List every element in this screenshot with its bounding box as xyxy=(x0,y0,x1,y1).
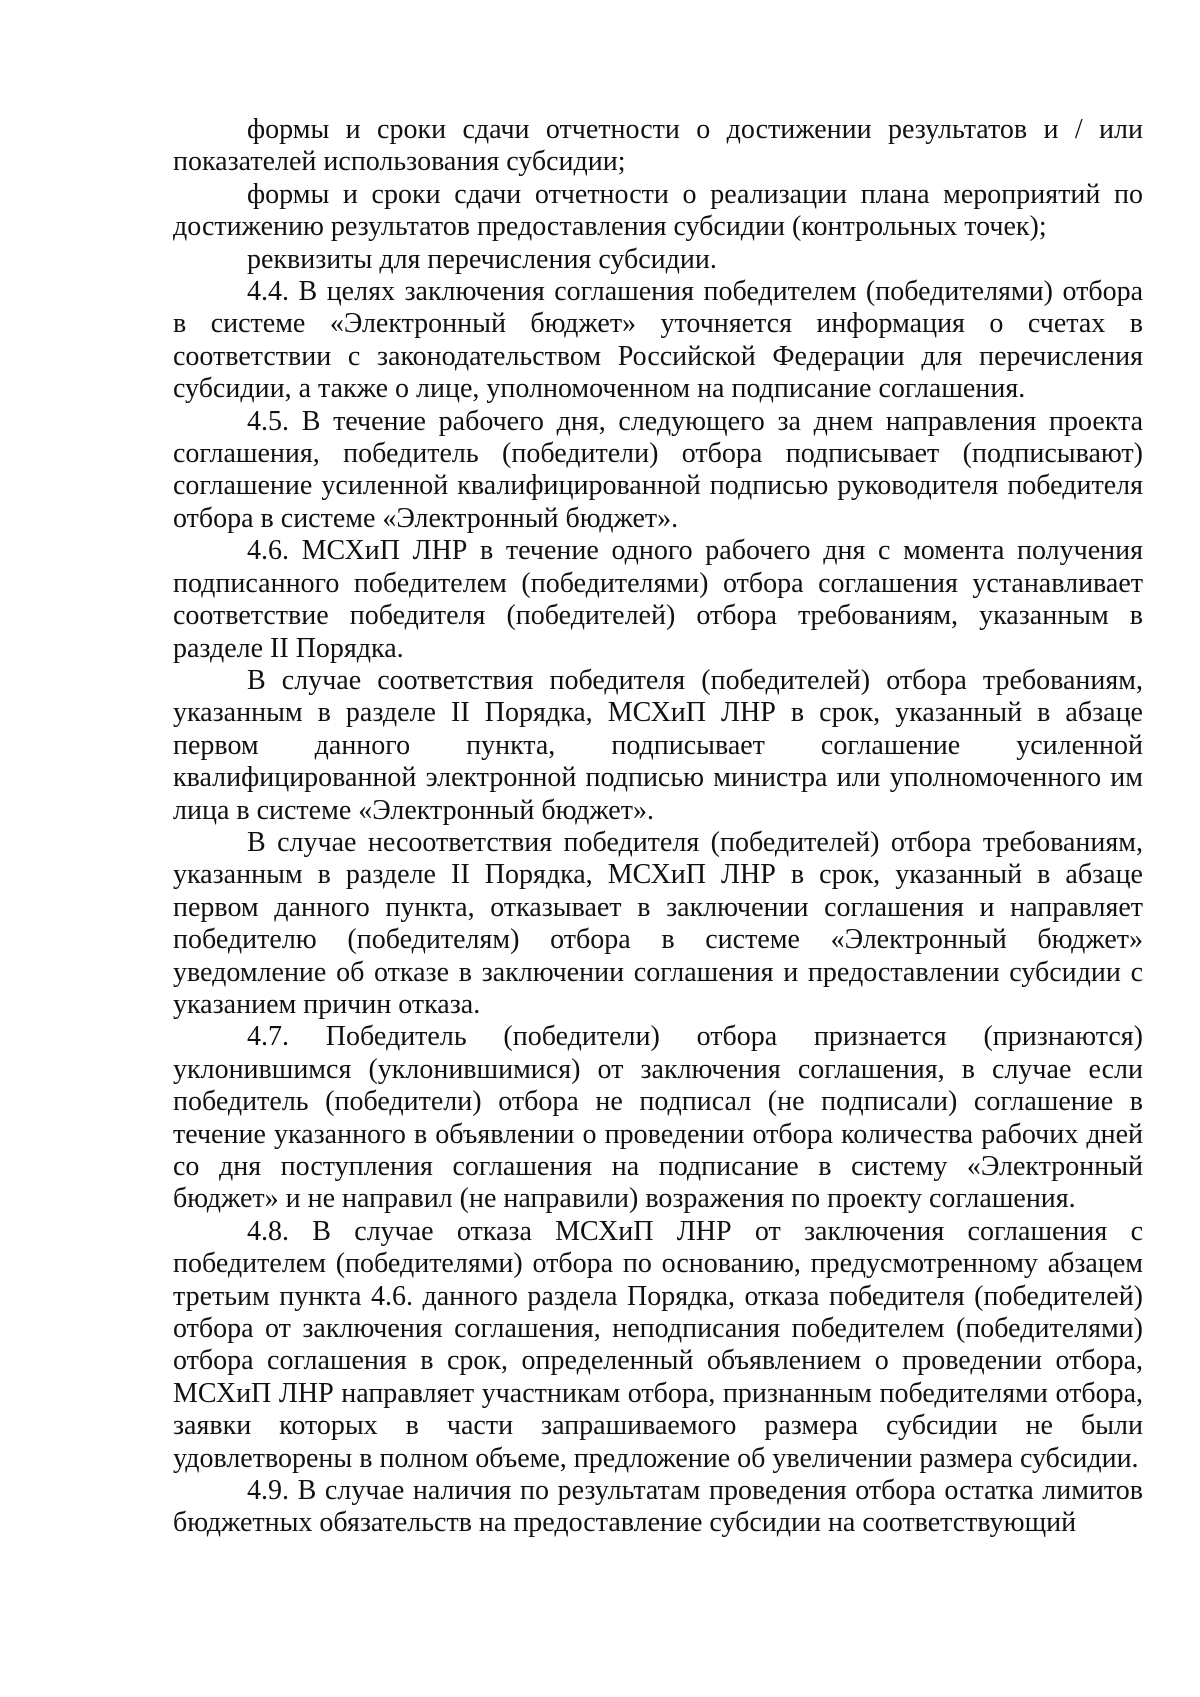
paragraph-text: 4.6. МСХиП ЛНР в течение одного рабочего дня с момента получения подписанного победителем (победителями) отбора соглашения устанавливает соответствие победителя (победителей) отбора требованиям, указанным в разделе II Порядка. xyxy=(173,535,1143,664)
paragraph-reporting-plan xyxy=(173,179,1143,244)
document-body xyxy=(173,114,1143,1540)
paragraph-4-6-compliance xyxy=(173,665,1143,827)
paragraph-requisites xyxy=(173,244,1143,276)
paragraph-text: 4.7. Победитель (победители) отбора признается (признаются) уклонившимся (уклонившимися) от заключения соглашения, в случае если победитель (победители) отбора не подписал (не подписали) соглашение в течение указанного в объявлении о проведении отбора количества рабочих дней со дня поступления соглашения на подписание в систему «Электронный бюджет» и не направил (не направили) возражения по проекту соглашения. xyxy=(173,1021,1143,1215)
paragraph-4-7 xyxy=(173,1021,1143,1215)
paragraph-reporting-results xyxy=(173,114,1143,179)
paragraph-4-4 xyxy=(173,276,1143,406)
paragraph-text: В случае несоответствия победителя (победителей) отбора требованиям, указанным в разделе II Порядка, МСХиП ЛНР в срок, указанный в абзаце первом данного пункта, отказывает в заключении соглашения и направляет победителю (победителям) отбора в системе «Электронный бюджет» уведомление об отказе в заключении соглашения и предоставлении субсидии с указанием причин отказа. xyxy=(173,826,1143,1020)
paragraph-4-8 xyxy=(173,1216,1143,1475)
paragraph-4-5 xyxy=(173,406,1143,536)
paragraph-4-9 xyxy=(173,1475,1143,1540)
paragraph-text: 4.4. В целях заключения соглашения победителем (победителями) отбора в системе «Электронный бюджет» уточняется информация о счетах в соответствии с законодательством Российской Федерации для перечисления субсидии, а также о лице, уполномоченном на подписание соглашения. xyxy=(173,276,1143,405)
paragraph-text: 4.9. В случае наличия по результатам проведения отбора остатка лимитов бюджетных обязательств на предоставление субсидии на соответствующий xyxy=(173,1475,1143,1539)
paragraph-text: формы и сроки сдачи отчетности о реализации плана мероприятий по достижению результатов предоставления субсидии (контрольных точек); xyxy=(173,178,1143,243)
paragraph-text: 4.8. В случае отказа МСХиП ЛНР от заключения соглашения с победителем (победителями) отбора по основанию, предусмотренному абзацем третьим пункта 4.6. данного раздела Порядка, отказа победителя (победителей) отбора от заключения соглашения, неподписания победителем (победителями) отбора соглашения в срок, определенный объявлением о проведении отбора, МСХиП ЛНР направляет участникам отбора, признанным победителями отбора, заявки которых в части запрашиваемого размера субсидии не были удовлетворены в полном объеме, предложение об увеличении размера субсидии. xyxy=(173,1215,1143,1474)
paragraph-text: 4.5. В течение рабочего дня, следующего за днем направления проекта соглашения, победитель (победители) отбора подписывает (подписывают) соглашение усиленной квалифицированной подписью руководителя победителя отбора в системе «Электронный бюджет». xyxy=(173,405,1143,534)
paragraph-text: реквизиты для перечисления субсидии. xyxy=(247,243,717,275)
paragraph-text: В случае соответствия победителя (победителей) отбора требованиям, указанным в разделе II Порядка, МСХиП ЛНР в срок, указанный в абзаце первом данного пункта, подписывает соглашение усиленной квалифицированной электронной подписью министра или уполномоченного им лица в системе «Электронный бюджет». xyxy=(173,664,1143,826)
paragraph-4-6 xyxy=(173,535,1143,665)
paragraph-4-6-noncompliance xyxy=(173,827,1143,1021)
paragraph-text: формы и сроки сдачи отчетности о достижении результатов и / или показателей использования субсидии; xyxy=(173,114,1143,178)
